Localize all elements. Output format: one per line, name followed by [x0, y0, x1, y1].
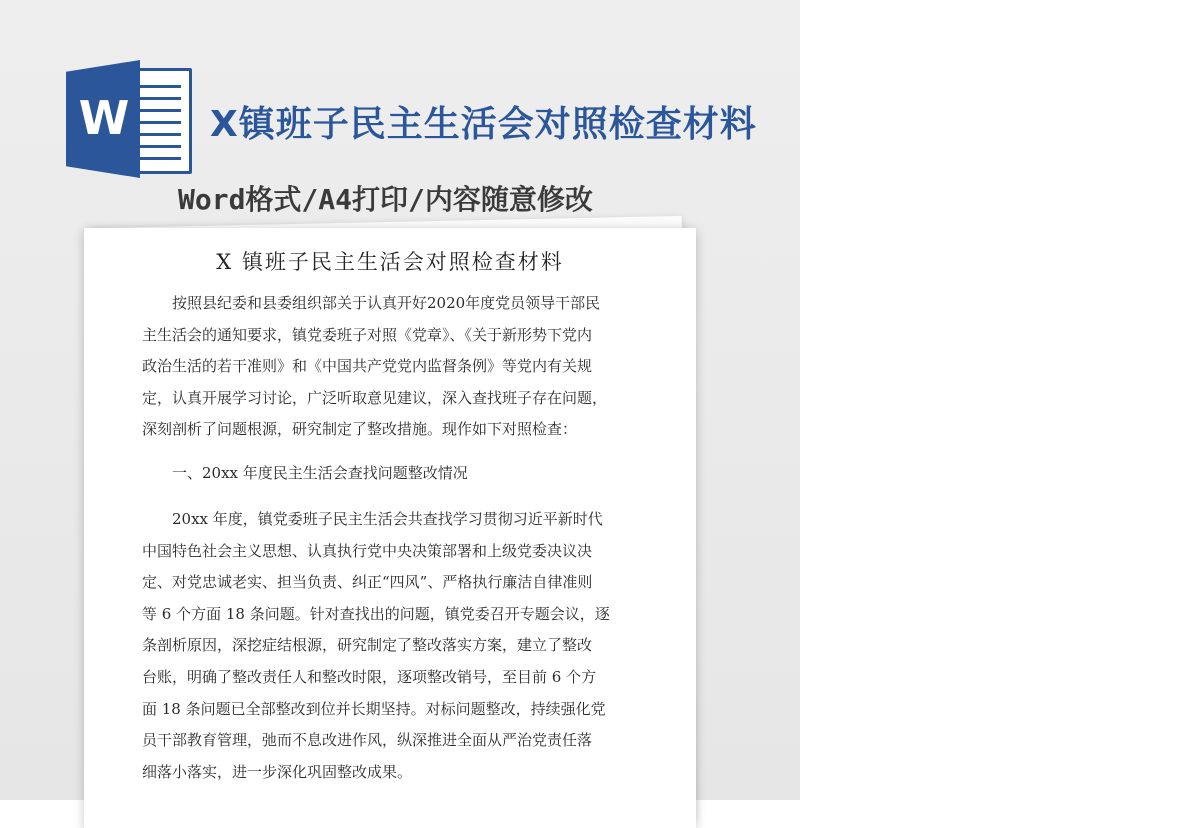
body-line: 定、对党忠诚老实、担当负责、纠正“四风”、严格执行廉洁自律准则: [142, 573, 593, 592]
section-heading-text: 一、20xx 年度民主生活会查找问题整改情况: [142, 464, 468, 482]
intro-paragraph: [142, 288, 658, 446]
intro-line: 定，认真开展学习讨论，广泛听取意见建议，深入查找班子存在问题，: [142, 388, 608, 407]
section-heading: [142, 458, 658, 490]
body-line: 等 6 个方面 18 条问题。针对查找出的问题，镇党委召开专题会议，逐: [142, 604, 610, 623]
word-logo-letter: W: [78, 91, 130, 145]
body-line: 面 18 条问题已全部整改到位并长期坚持。对标问题整改，持续强化党: [142, 699, 606, 718]
body-paragraph: [142, 504, 658, 788]
body-line: 员干部教育管理，弛而不息改进作风，纵深推进全面从严治党责任落: [142, 731, 593, 750]
intro-line: 主生活会的通知要求，镇党委班子对照《党章》、《关于新形势下党内: [142, 325, 593, 344]
body-line: 条剖析原因，深挖症结根源，研究制定了整改落实方案，建立了整改: [142, 636, 593, 655]
body-line: 台账，明确了整改责任人和整改时限，逐项整改销号，至目前 6 个方: [142, 667, 597, 686]
word-icon: [66, 60, 196, 178]
body-line: 细落小落实，进一步深化巩固整改成果。: [142, 762, 413, 781]
intro-line: 按照县纪委和县委组织部关于认真开好2020年度党员领导干部民: [142, 294, 601, 312]
document-title: X 镇班子民主生活会对照检查材料: [216, 250, 564, 274]
banner-title: X镇班子民主生活会对照检查材料: [210, 104, 757, 145]
banner-subtitle: Word格式/A4打印/内容随意修改: [178, 183, 593, 216]
intro-line: 深刻剖析了问题根源，研究制定了整改措施。现作如下对照检查：: [142, 420, 578, 439]
right-background: [800, 0, 1200, 800]
body-line: 中国特色社会主义思想、认真执行党中央决策部署和上级党委决议决: [142, 541, 593, 560]
intro-line: 政治生活的若干准则》和《中国共产党党内监督条例》等党内有关规: [142, 357, 593, 376]
document-page: [84, 228, 696, 828]
body-line: 20xx 年度，镇党委班子民主生活会共查找学习贯彻习近平新时代: [142, 510, 603, 528]
